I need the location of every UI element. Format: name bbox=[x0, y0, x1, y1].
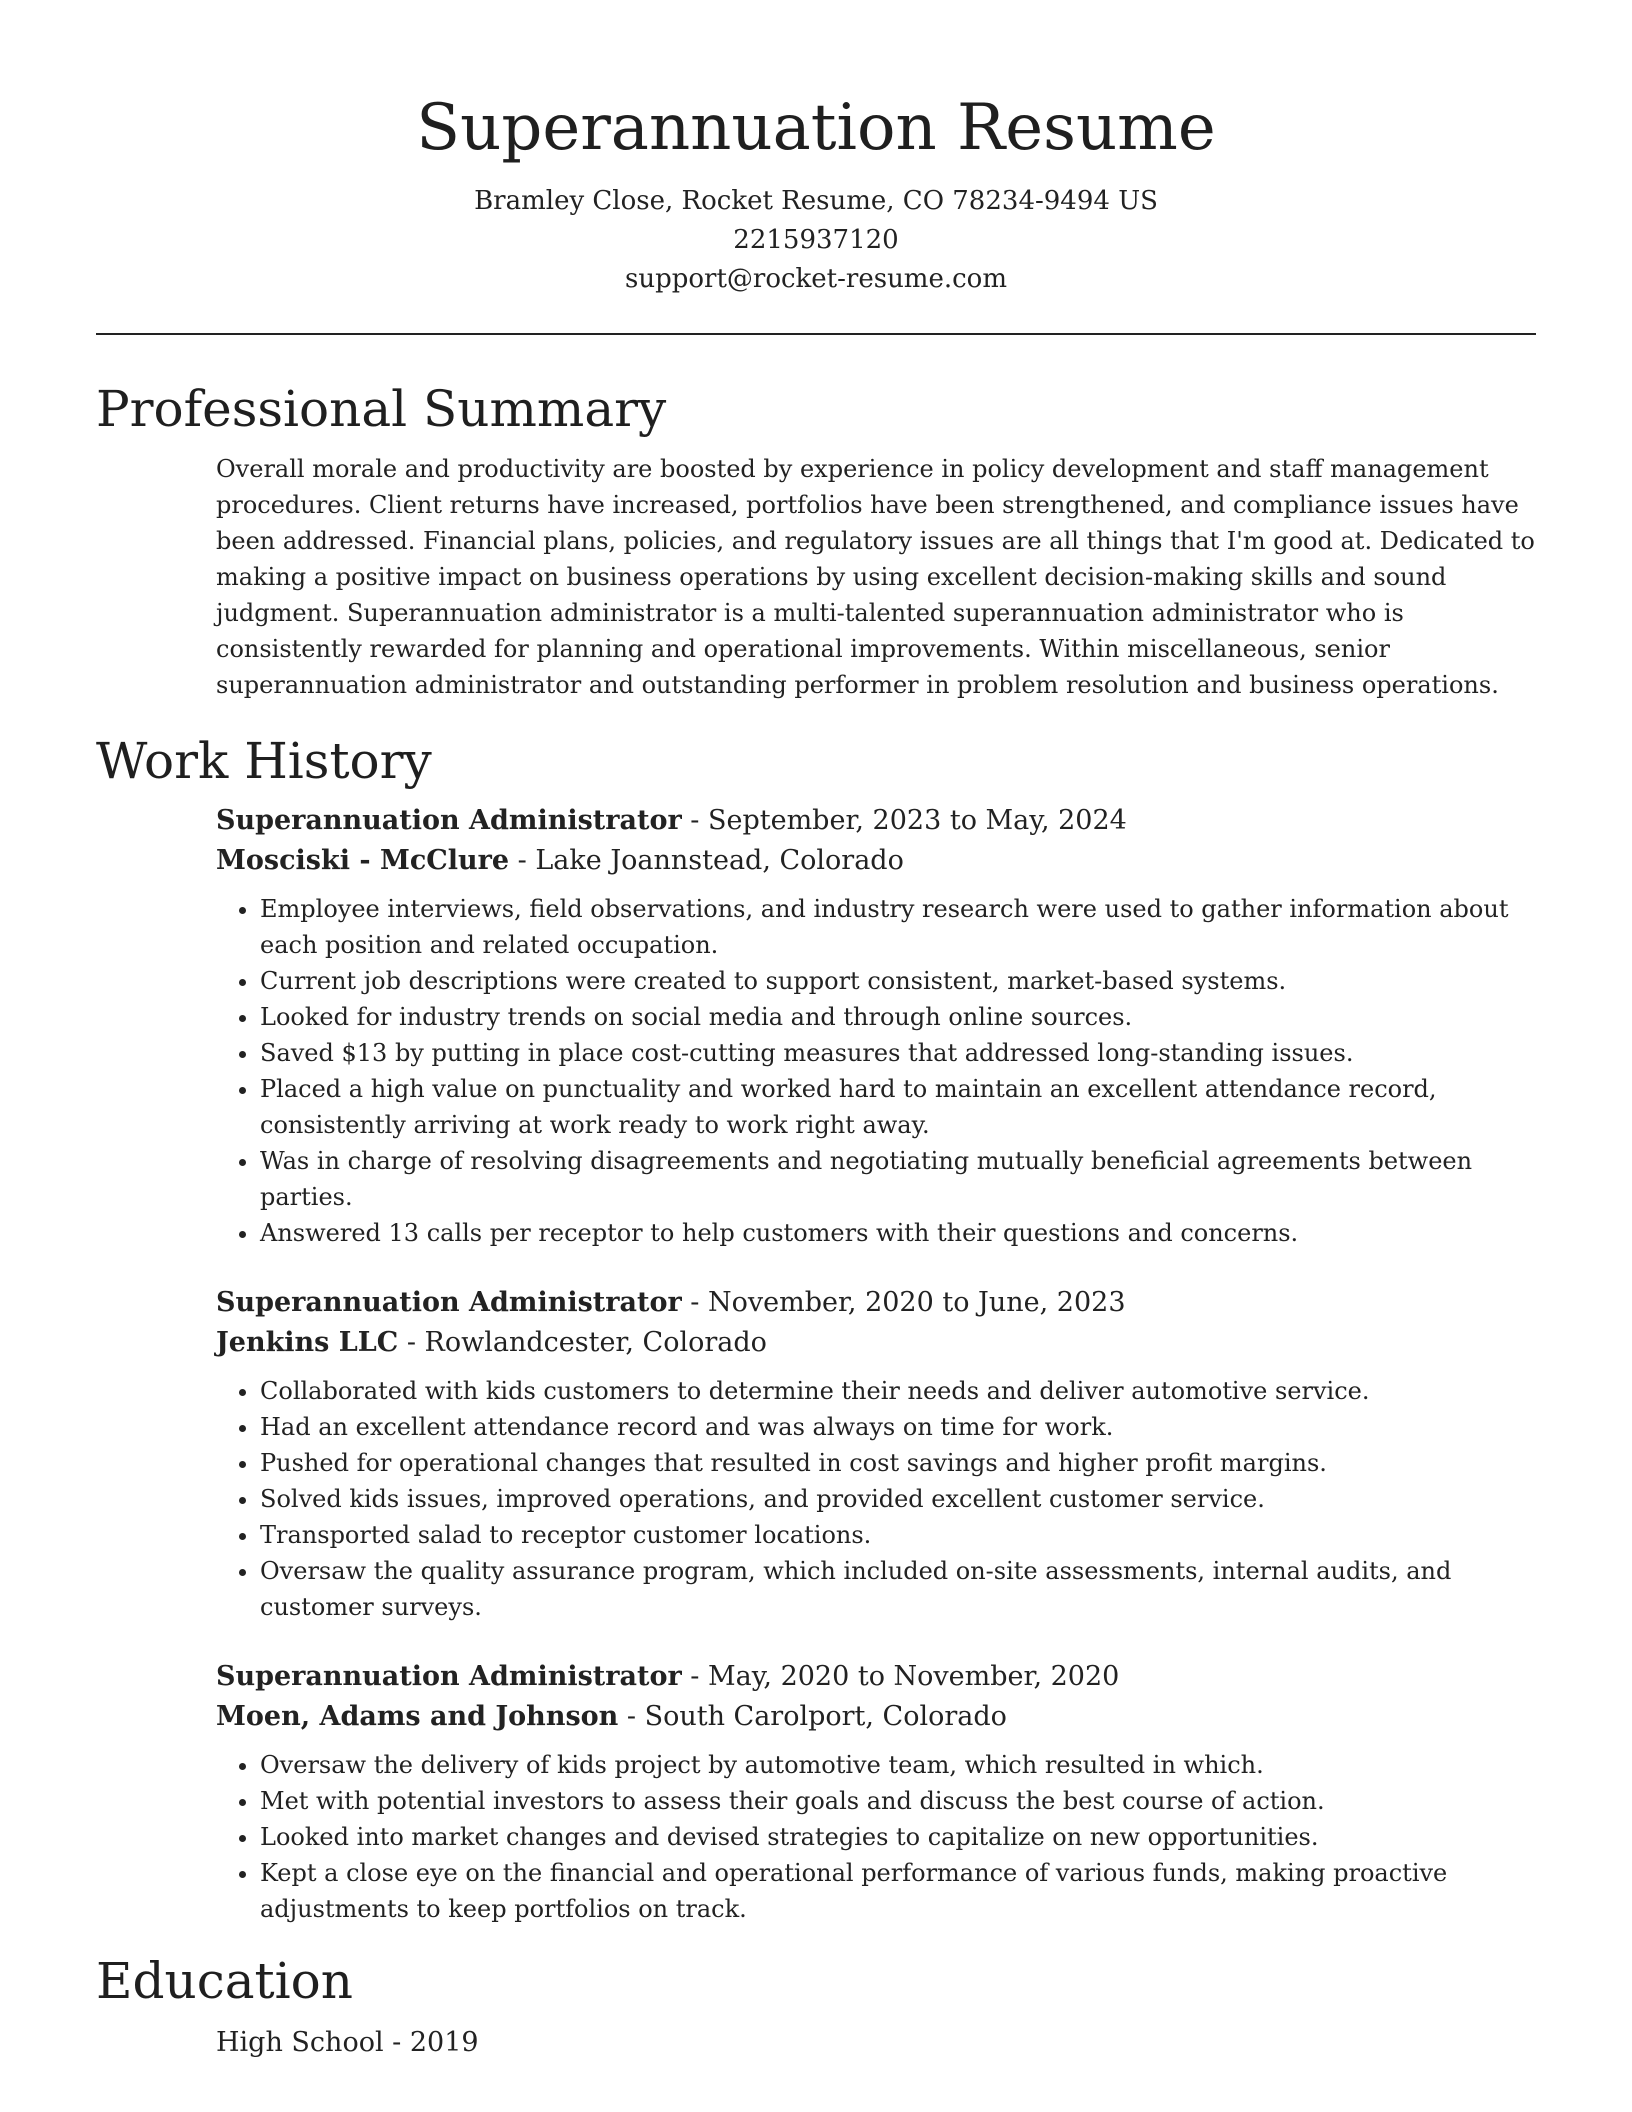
job-dates: - May, 2020 to November, 2020 bbox=[681, 1661, 1120, 1692]
job-title-line bbox=[216, 1283, 1536, 1323]
job-bullets bbox=[216, 1747, 1536, 1927]
job-company-line bbox=[216, 1697, 1536, 1737]
education-heading: Education bbox=[96, 1952, 353, 2010]
list-item: • Kept a close eye on the financial and operational performance of various funds, making proactive adjustments to keep portfolios on track. bbox=[260, 1855, 1536, 1927]
list-item: • Looked into market changes and devised strategies to capitalize on new opportunities. bbox=[260, 1819, 1536, 1855]
resume-title: Superannuation Resume bbox=[416, 91, 1216, 165]
work-heading: Work History bbox=[96, 732, 432, 790]
job-company: Jenkins LLC bbox=[216, 1327, 399, 1358]
job-role: Superannuation Administrator bbox=[216, 805, 682, 836]
job-role: Superannuation Administrator bbox=[216, 1287, 682, 1318]
job-company-line bbox=[216, 1323, 1536, 1363]
job-company: Moen, Adams and Johnson bbox=[216, 1701, 619, 1732]
list-item: • Met with potential investors to assess their goals and discuss the best course of action. bbox=[260, 1783, 1536, 1819]
list-item: • Pushed for operational changes that resulted in cost savings and higher profit margins. bbox=[260, 1445, 1536, 1481]
job-dates: - September, 2023 to May, 2024 bbox=[681, 805, 1127, 836]
contact-block bbox=[96, 182, 1536, 299]
list-item: • Looked for industry trends on social media and through online sources. bbox=[260, 999, 1536, 1035]
job-location: - South Carolport, Colorado bbox=[618, 1701, 1007, 1732]
contact-email: support@rocket-resume.com bbox=[624, 264, 1007, 294]
list-item: • Answered 13 calls per receptor to help customers with their questions and concerns. bbox=[260, 1215, 1536, 1251]
job-dates: - November, 2020 to June, 2023 bbox=[681, 1287, 1126, 1318]
header-divider bbox=[96, 333, 1536, 335]
list-item: • Oversaw the quality assurance program, which included on-site assessments, internal audits, and customer surveys. bbox=[260, 1553, 1536, 1625]
job-title-line bbox=[216, 801, 1536, 841]
education-body bbox=[216, 2023, 1536, 2063]
list-item: • Current job descriptions were created to support consistent, market-based systems. bbox=[260, 963, 1536, 999]
summary-body bbox=[216, 451, 1536, 703]
work-body bbox=[216, 801, 1536, 1927]
list-item: • Collaborated with kids customers to determine their needs and deliver automotive service. bbox=[260, 1373, 1536, 1409]
job-bullets bbox=[216, 1373, 1536, 1625]
list-item: • Placed a high value on punctuality and worked hard to maintain an excellent attendance record, consistently arriving at work ready to work right away. bbox=[260, 1071, 1536, 1143]
job-bullets bbox=[216, 891, 1536, 1251]
list-item: • Employee interviews, field observations, and industry research were used to gather information about each position and related occupation. bbox=[260, 891, 1536, 963]
job-entry bbox=[216, 1657, 1536, 1927]
job-location: - Lake Joannstead, Colorado bbox=[509, 845, 904, 876]
job-company-line bbox=[216, 841, 1536, 881]
job-role: Superannuation Administrator bbox=[216, 1661, 682, 1692]
job-entry bbox=[216, 1283, 1536, 1625]
summary-text: Overall morale and productivity are boosted by experience in policy development and staff management procedures. Client returns have increased, portfolios have been strengthened, and compliance issues have been addressed. Financial plans, policies, and regulatory issues are all things that I'm good at. Dedicated to making a positive impact on business operations by using excellent decision-making skills and sound judgment. Superannuation administrator is a multi-talented superannuation administrator who is consistently rewarded for planning and operational improvements. Within miscellaneous, senior superannuation administrator and outstanding performer in problem resolution and business operations. bbox=[216, 455, 1535, 699]
resume-header bbox=[96, 0, 1536, 299]
summary-heading: Professional Summary bbox=[96, 380, 667, 438]
education-entry: High School - 2019 bbox=[216, 2027, 479, 2058]
resume-page bbox=[96, 0, 1536, 2063]
job-entry bbox=[216, 801, 1536, 1251]
list-item: • Solved kids issues, improved operations, and provided excellent customer service. bbox=[260, 1481, 1536, 1517]
summary-section bbox=[96, 377, 1536, 703]
list-item: • Saved $13 by putting in place cost-cutting measures that addressed long-standing issues. bbox=[260, 1035, 1536, 1071]
work-section bbox=[96, 729, 1536, 1927]
list-item: • Transported salad to receptor customer locations. bbox=[260, 1517, 1536, 1553]
contact-address: Bramley Close, Rocket Resume, CO 78234-9494 US bbox=[474, 186, 1158, 216]
education-section bbox=[96, 1949, 1536, 2063]
contact-phone: 2215937120 bbox=[733, 225, 899, 255]
job-company: Mosciski - McClure bbox=[216, 845, 510, 876]
job-location: - Rowlandcester, Colorado bbox=[398, 1327, 767, 1358]
list-item: • Had an excellent attendance record and was always on time for work. bbox=[260, 1409, 1536, 1445]
list-item: • Oversaw the delivery of kids project by automotive team, which resulted in which. bbox=[260, 1747, 1536, 1783]
list-item: • Was in charge of resolving disagreements and negotiating mutually beneficial agreements between parties. bbox=[260, 1143, 1536, 1215]
job-title-line bbox=[216, 1657, 1536, 1697]
